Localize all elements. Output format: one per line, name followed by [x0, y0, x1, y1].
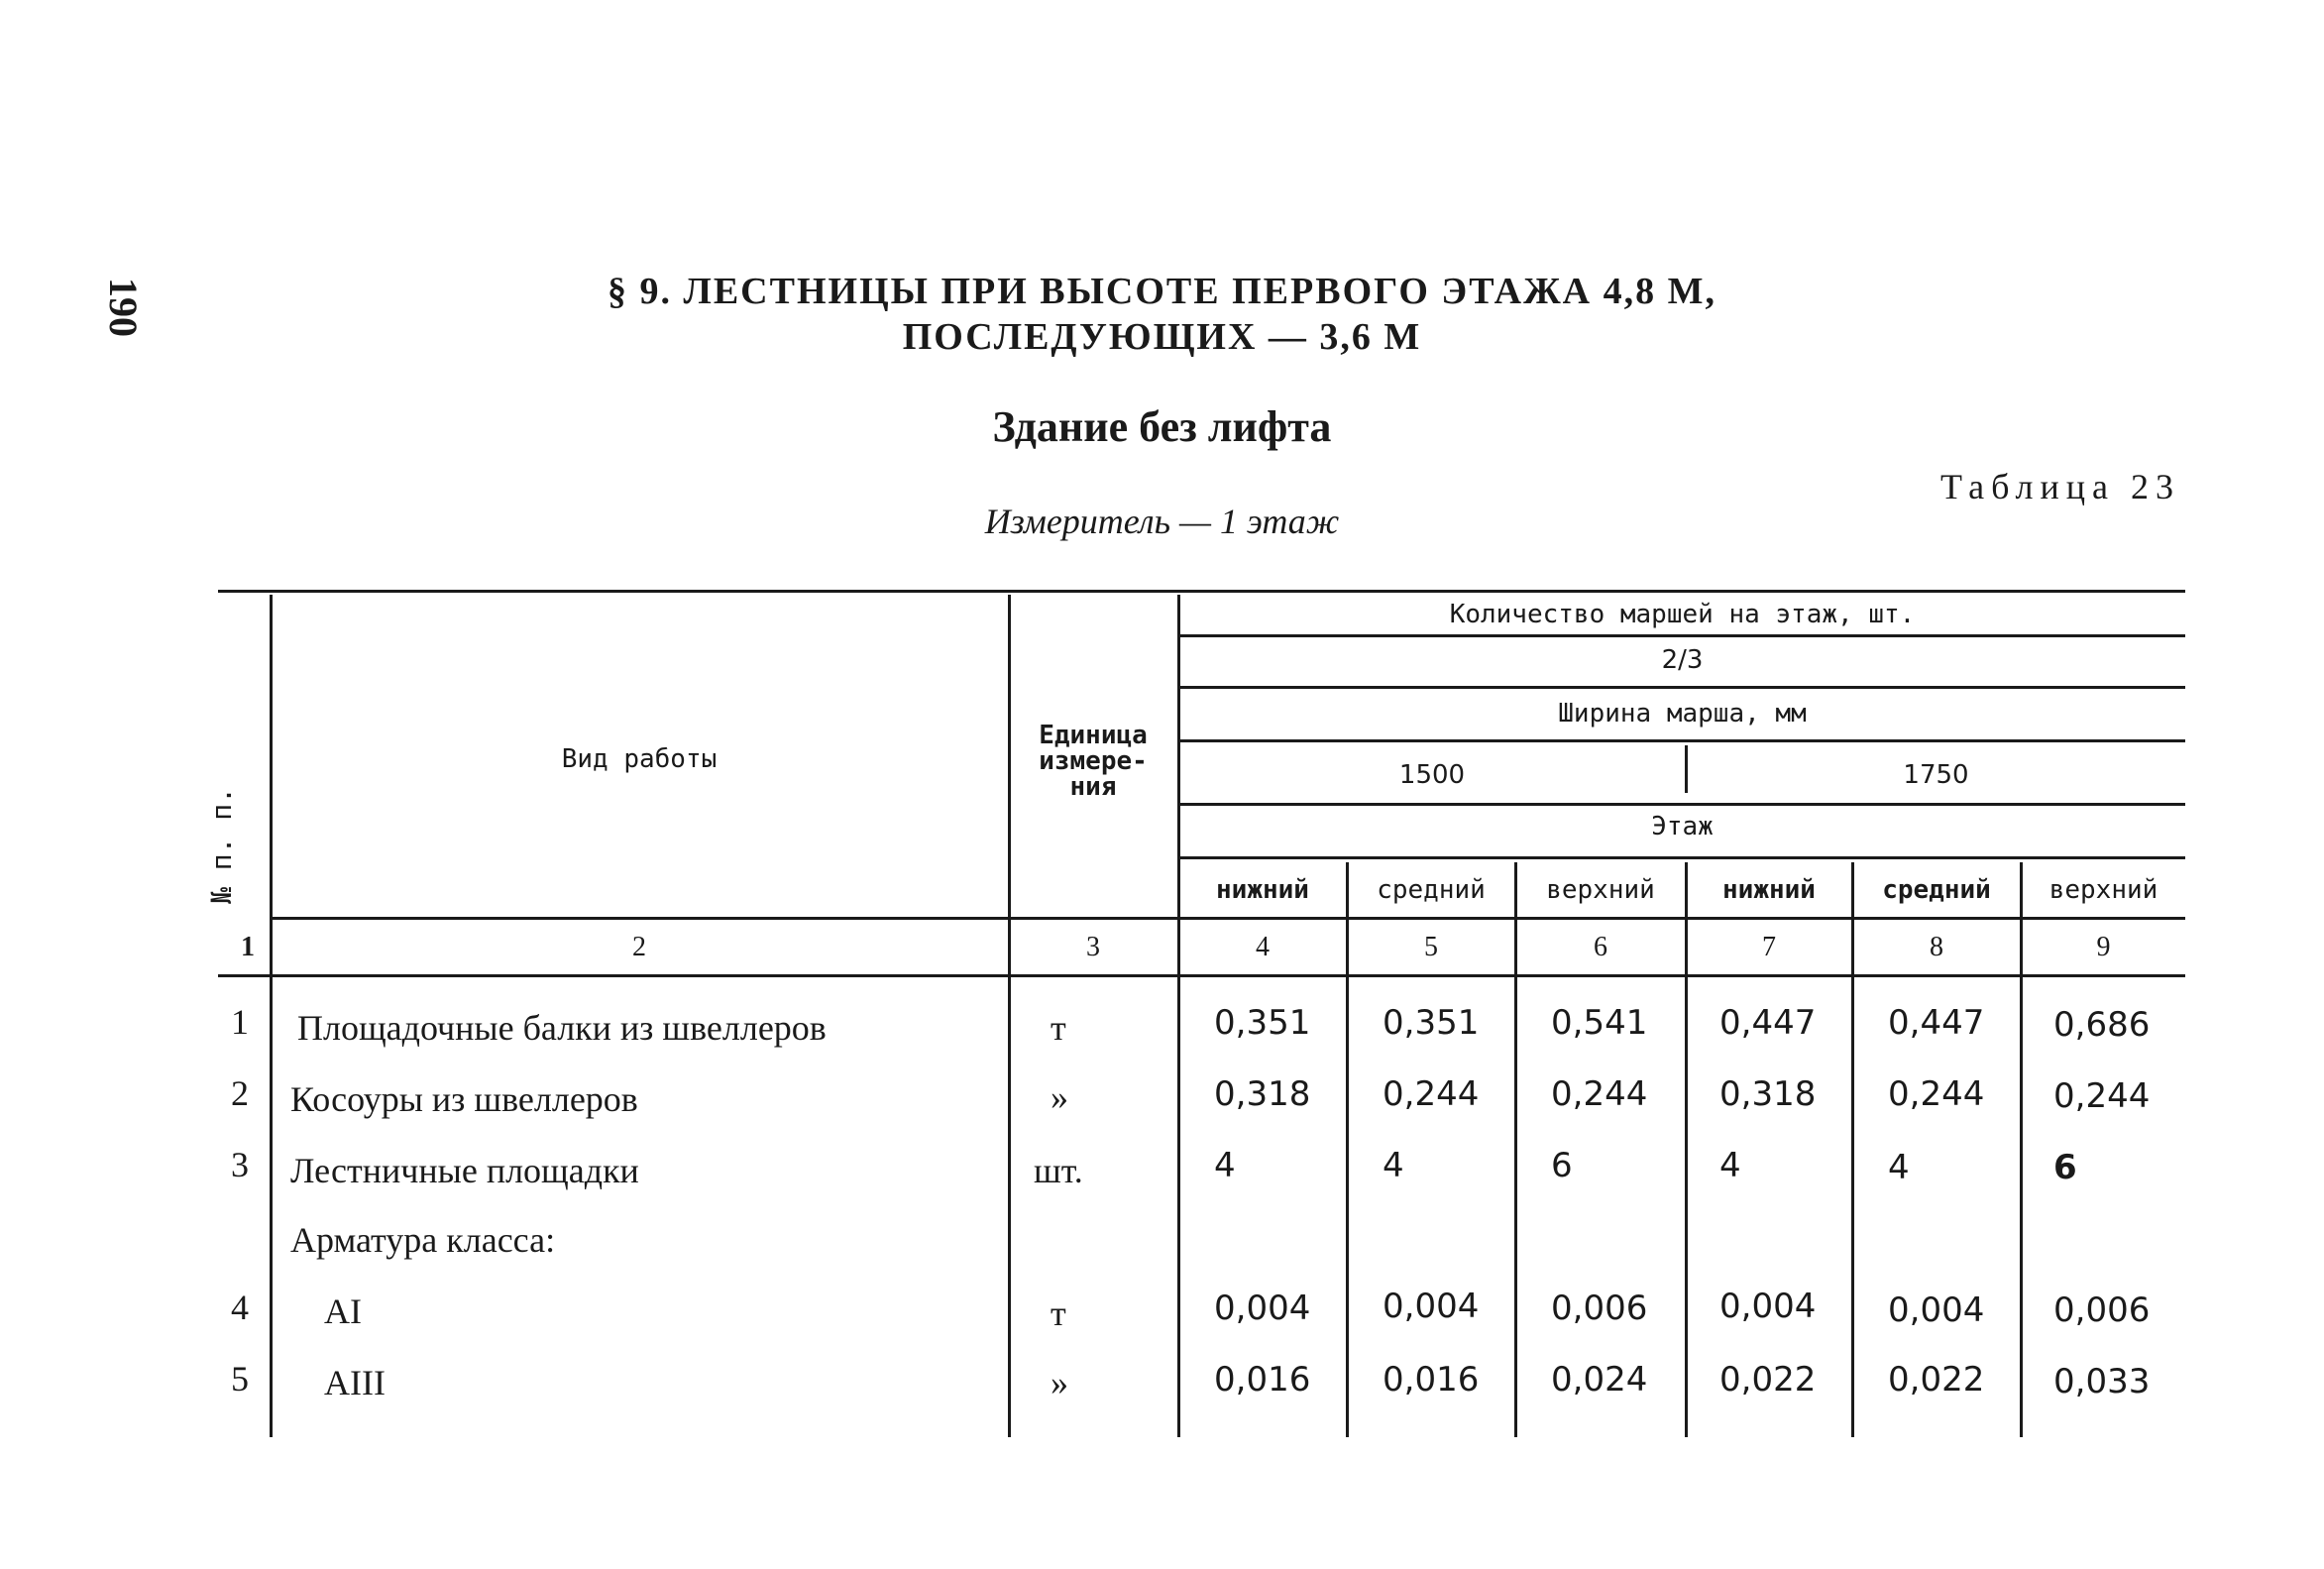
row-unit: »: [1051, 1363, 1068, 1402]
header-work: Вид работы: [561, 744, 718, 774]
header-width-1750: 1750: [1903, 760, 1969, 790]
row-value: 0,318: [1214, 1074, 1311, 1114]
row-number: 1: [231, 1002, 249, 1042]
row-number: 5: [231, 1359, 249, 1399]
colnum-top-rule: [273, 917, 2185, 920]
row-value: 0,016: [1214, 1360, 1311, 1400]
row-value: 0,004: [1719, 1287, 1817, 1326]
row-value: 0,244: [1888, 1074, 1985, 1114]
row-value: 6: [1551, 1146, 1573, 1185]
header-marches: Количество маршей на этаж, шт.: [1449, 600, 1916, 629]
header-width: Ширина марша, мм: [1558, 699, 1807, 728]
col-divider-1: [270, 595, 273, 1437]
row-value: 4: [1888, 1148, 1910, 1187]
row-unit: шт.: [1034, 1151, 1083, 1190]
column-number: 4: [1256, 932, 1270, 962]
row-value: 0,244: [1383, 1074, 1480, 1114]
header-floor-upper-1: верхний: [1546, 875, 1655, 905]
header-unit-line2: измере-: [1039, 746, 1148, 776]
row-value: 0,006: [2053, 1290, 2151, 1330]
row-value: 0,244: [1551, 1074, 1648, 1114]
row-unit: т: [1051, 1293, 1066, 1333]
header-no: № п. п.: [205, 786, 238, 904]
row-value: 0,004: [1214, 1289, 1311, 1328]
section-title-line2: ПОСЛЕДУЮЩИХ — 3,6 М: [902, 316, 1422, 358]
section-title-line1: § 9. ЛЕСТНИЦЫ ПРИ ВЫСОТЕ ПЕРВОГО ЭТАЖА 4,8 М,: [608, 271, 1716, 312]
row-value: 0,033: [2053, 1362, 2151, 1401]
row-name: AI: [324, 1291, 362, 1331]
column-number: 9: [2096, 932, 2111, 962]
row-number: 4: [231, 1288, 249, 1327]
column-number: 2: [632, 932, 646, 962]
table-top-rule: [218, 590, 2185, 593]
row-name: AIII: [324, 1363, 386, 1402]
row-group-heading: Арматура класса:: [290, 1220, 556, 1260]
row-value: 0,004: [1888, 1290, 1985, 1330]
subtitle: Здание без лифта: [992, 402, 1332, 451]
row-value: 0,447: [1719, 1003, 1817, 1043]
row-value: 0,024: [1551, 1360, 1648, 1400]
hdr-rule-2: [1179, 686, 2185, 689]
row-value: 0,351: [1383, 1003, 1480, 1043]
header-marches-value: 2/3: [1661, 645, 1704, 675]
header-unit-line3: ния: [1069, 772, 1117, 802]
column-number: 1: [241, 932, 255, 962]
row-value: 4: [1214, 1146, 1236, 1185]
row-number: 2: [231, 1073, 249, 1113]
row-value: 0,447: [1888, 1003, 1985, 1043]
column-number: 8: [1930, 932, 1943, 962]
row-value: 4: [1719, 1146, 1741, 1185]
row-unit: »: [1051, 1077, 1068, 1117]
header-floor-middle-1: средний: [1377, 875, 1486, 905]
row-name: Площадочные балки из швеллеров: [297, 1008, 827, 1048]
header-floor-lower-2: нижний: [1722, 875, 1816, 905]
column-number: 3: [1086, 932, 1100, 962]
table-label: Таблица 23: [1940, 467, 2180, 506]
header-unit-line1: Единица: [1039, 721, 1148, 750]
hdr-rule-3: [1179, 739, 2185, 742]
header-width-1500: 1500: [1398, 760, 1466, 790]
row-value: 0,351: [1214, 1003, 1311, 1043]
hdr-rule-5: [1179, 856, 2185, 859]
column-number: 7: [1762, 932, 1776, 962]
row-value: 0,318: [1719, 1074, 1817, 1114]
row-value: 0,022: [1719, 1360, 1817, 1400]
row-value: 0,016: [1383, 1360, 1480, 1400]
column-number: 5: [1424, 932, 1438, 962]
colnum-bottom-rule: [218, 974, 2185, 977]
row-value: 0,004: [1383, 1287, 1480, 1326]
measure-unit: Измеритель — 1 этаж: [984, 502, 1340, 541]
hdr-rule-1: [1179, 634, 2185, 637]
row-value: 0,541: [1551, 1003, 1648, 1043]
row-value: 6: [2053, 1148, 2077, 1187]
row-value: 0,686: [2053, 1005, 2151, 1045]
row-name: Косоуры из швеллеров: [290, 1079, 638, 1119]
row-value: 4: [1383, 1146, 1404, 1185]
page-number: 190: [101, 278, 146, 337]
header-floor: Этаж: [1651, 812, 1714, 841]
row-unit: т: [1051, 1008, 1066, 1048]
row-name: Лестничные площадки: [290, 1151, 639, 1190]
row-value: 0,022: [1888, 1360, 1985, 1400]
header-floor-middle-2: средний: [1882, 875, 1991, 905]
row-number: 3: [231, 1145, 249, 1184]
row-value: 0,244: [2053, 1076, 2151, 1116]
header-floor-upper-2: верхний: [2048, 875, 2158, 905]
hdr-rule-4: [1179, 803, 2185, 806]
header-floor-lower-1: нижний: [1216, 875, 1309, 905]
row-value: 0,006: [1551, 1289, 1648, 1328]
column-number: 6: [1594, 932, 1607, 962]
